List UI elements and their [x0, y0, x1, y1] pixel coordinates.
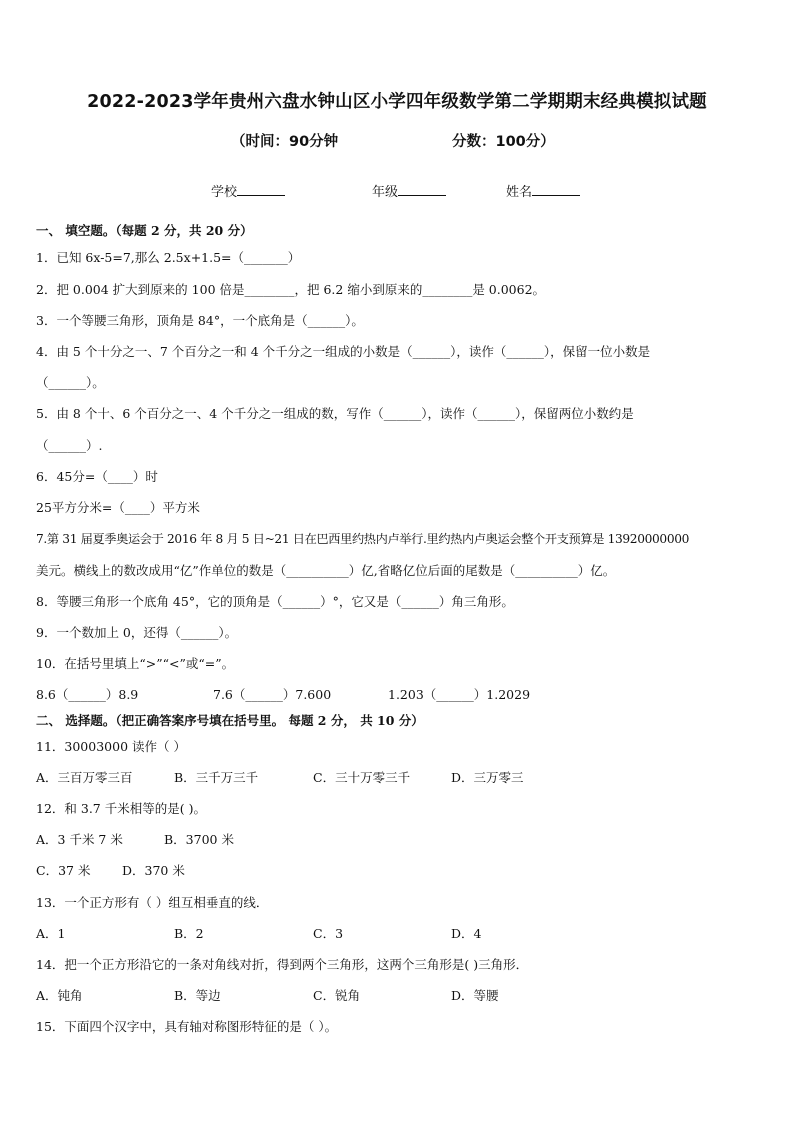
- question-7: 7.第 31 届夏季奥运会于 2016 年 8 月 5 日~21 日在巴西里约热内卢举行.里约热内卢奥运会整个开支预算是 13920000000: [36, 532, 690, 546]
- question-6b: 25平方分米=（____）平方米: [36, 500, 200, 515]
- question-10: 10．在括号里填上“>”“<”或“=”。: [36, 656, 235, 671]
- section-2-heading: 二、 选择题。（把正确答案序号填在括号里。 每题 2 分， 共 10 分）: [36, 713, 424, 728]
- name-field[interactable]: [506, 181, 580, 200]
- section-1-heading: 一、 填空题。（每题 2 分，共 20 分）: [36, 223, 253, 238]
- question-10-item: 8.6（______）8.9: [36, 687, 139, 702]
- option-c[interactable]: C．3: [313, 926, 344, 941]
- question-6a: 6．45分=（____）时: [36, 469, 158, 484]
- grade-label: 年级: [372, 185, 399, 200]
- option-d[interactable]: D．4: [451, 926, 482, 941]
- school-field[interactable]: [211, 181, 285, 200]
- grade-field[interactable]: [372, 181, 446, 200]
- option-d[interactable]: D．370 米: [122, 863, 185, 878]
- question-15: 15．下面四个汉字中，具有轴对称图形特征的是（ ）。: [36, 1019, 338, 1034]
- exam-time: （时间：90分钟: [231, 134, 339, 150]
- question-13: 13．一个正方形有（ ）组互相垂直的线．: [36, 895, 269, 910]
- option-b[interactable]: B．3700 米: [164, 832, 234, 847]
- exam-score: 分数：100分）: [452, 134, 555, 150]
- question-9: 9．一个数加上 0，还得（______）。: [36, 625, 238, 640]
- option-c[interactable]: C．三十万零三千: [313, 770, 411, 785]
- question-5-cont: （______）.: [36, 438, 103, 453]
- question-10-item: 1.203（______）1.2029: [388, 687, 531, 702]
- question-2: 2．把 0.004 扩大到原来的 100 倍是________，把 6.2 缩小到原来的________是 0.0062。: [36, 282, 546, 297]
- option-a[interactable]: A．钝角: [36, 988, 83, 1003]
- option-a[interactable]: A．3 千米 7 米: [36, 832, 123, 847]
- option-c[interactable]: C．37 米: [36, 863, 91, 878]
- question-10-item: 7.6（______）7.600: [213, 687, 332, 702]
- question-11: 11．30003000 读作（ ）: [36, 739, 186, 754]
- question-4-cont: （______）。: [36, 375, 105, 390]
- question-5: 5．由 8 个十、6 个百分之一、4 个千分之一组成的数，写作（______），读作（______），保留两位小数约是: [36, 406, 634, 421]
- question-4: 4．由 5 个十分之一、7 个百分之一和 4 个千分之一组成的小数是（______），读作（______），保留一位小数是: [36, 344, 651, 359]
- option-a[interactable]: A．三百万零三百: [36, 770, 133, 785]
- option-c[interactable]: C．锐角: [313, 988, 361, 1003]
- option-a[interactable]: A．1: [36, 926, 66, 941]
- option-b[interactable]: B．三千万三千: [174, 770, 259, 785]
- name-label: 姓名: [506, 185, 533, 200]
- name-blank[interactable]: [532, 183, 580, 196]
- page-title: 2022-2023学年贵州六盘水钟山区小学四年级数学第二学期期末经典模拟试题: [87, 92, 707, 112]
- option-d[interactable]: D．等腰: [451, 988, 499, 1003]
- question-1: 1．已知 6x-5=7,那么 2.5x+1.5=（_______）: [36, 250, 301, 265]
- question-14: 14．把一个正方形沿它的一条对角线对折，得到两个三角形，这两个三角形是( )三角形．: [36, 957, 529, 972]
- option-b[interactable]: B．等边: [174, 988, 221, 1003]
- school-label: 学校: [211, 185, 238, 200]
- question-3: 3．一个等腰三角形，顶角是 84°，一个底角是（______）。: [36, 313, 364, 328]
- school-blank[interactable]: [237, 183, 285, 196]
- question-12: 12．和 3.7 千米相等的是( )。: [36, 801, 206, 816]
- grade-blank[interactable]: [398, 183, 446, 196]
- question-7-cont: 美元。横线上的数改成用“亿”作单位的数是（__________）亿,省略亿位后面的尾数是（__________）亿。: [36, 563, 616, 578]
- option-d[interactable]: D．三万零三: [451, 770, 524, 785]
- question-8: 8．等腰三角形一个底角 45°，它的顶角是（______）°，它又是（______）角三角形。: [36, 594, 514, 609]
- option-b[interactable]: B．2: [174, 926, 204, 941]
